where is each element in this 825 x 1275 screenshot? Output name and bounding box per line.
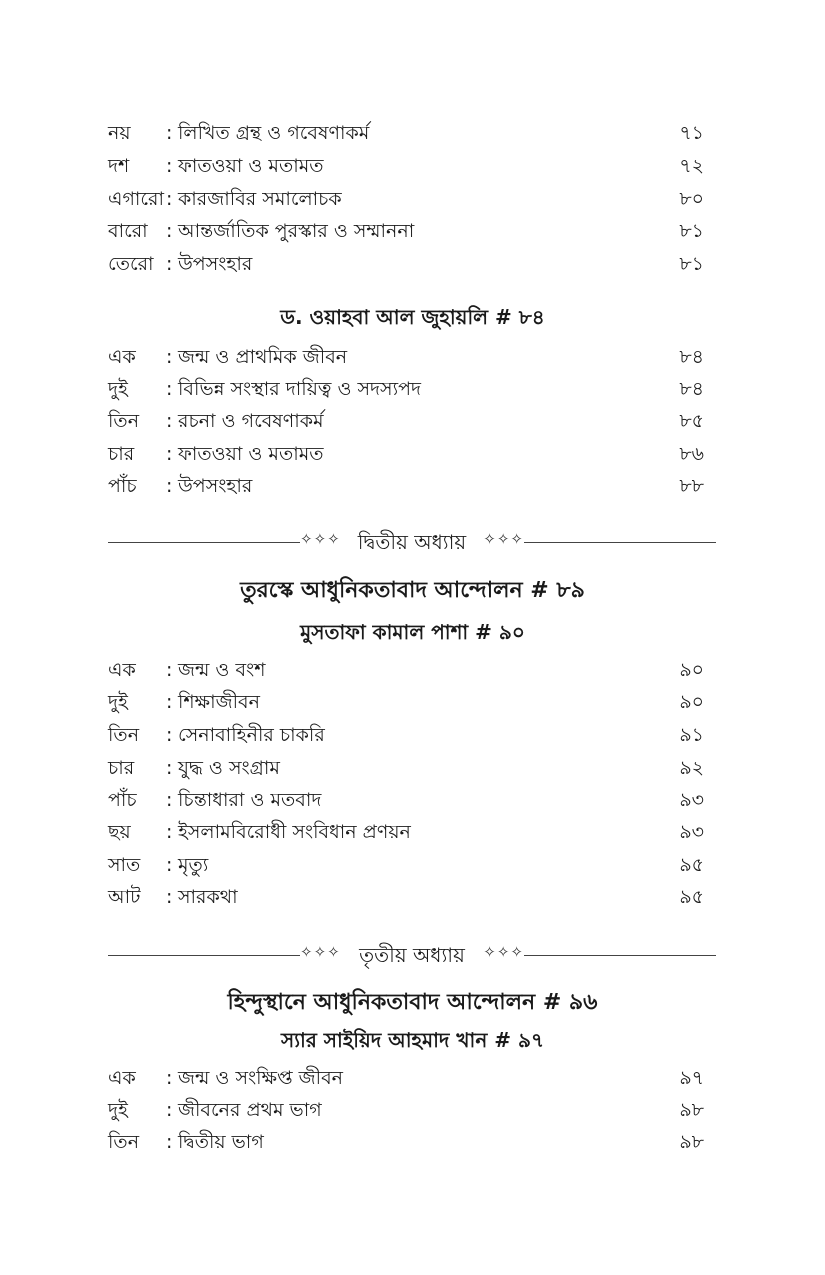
- section-heading: মুসতাফা কামাল পাশা # ৯০: [300, 620, 525, 644]
- toc-entry: [108, 817, 704, 847]
- entry-colon: :: [166, 443, 173, 465]
- toc-entry: [108, 785, 704, 815]
- entry-colon: :: [166, 1067, 173, 1089]
- entry-number: সাত: [108, 854, 141, 876]
- entry-number: তিন: [108, 724, 140, 746]
- toc-entry: [108, 406, 704, 436]
- entry-page: ৮৬: [679, 443, 704, 465]
- entry-page: ৯২: [679, 757, 704, 779]
- chapter-divider: [108, 940, 716, 970]
- chapter-label: তৃতীয় অধ্যায়: [359, 943, 465, 967]
- entry-title: দ্বিতীয় ভাগ: [178, 1131, 264, 1153]
- entry-title: রচনা ও গবেষণাকর্ম: [178, 410, 324, 432]
- toc-entry: [108, 687, 704, 717]
- entry-number: বারো: [108, 220, 148, 242]
- entry-colon: :: [166, 1099, 173, 1121]
- chapter-divider: [108, 527, 716, 557]
- ornament-left-icon: ✧✧✧: [300, 943, 341, 961]
- entry-page: ৯৫: [679, 854, 704, 876]
- toc-entry: [108, 753, 704, 783]
- toc-entry: [108, 882, 704, 912]
- toc-entry: [108, 342, 704, 372]
- entry-colon: :: [166, 475, 173, 497]
- chapter-label: দ্বিতীয় অধ্যায়: [357, 530, 467, 554]
- entry-number: নয়: [108, 122, 131, 144]
- entry-number: তিন: [108, 410, 140, 432]
- chapter-title: হিন্দুস্থানে আধুনিকতাবাদ আন্দোলন # ৯৬: [227, 990, 598, 1015]
- entry-page: ৮০: [679, 188, 704, 210]
- entry-title: বিভিন্ন সংস্থার দায়িত্ব ও সদস্যপদ: [178, 378, 421, 400]
- entry-page: ৯৩: [679, 789, 704, 811]
- entry-colon: :: [166, 122, 173, 144]
- entry-colon: :: [166, 378, 173, 400]
- divider-rule-right: [524, 542, 716, 543]
- entry-page: ৯১: [679, 724, 704, 746]
- entry-number: পাঁচ: [108, 475, 137, 497]
- entry-page: ৮১: [679, 253, 704, 275]
- entry-colon: :: [166, 821, 173, 843]
- entry-number: তেরো: [108, 253, 154, 275]
- entry-page: ৮৫: [679, 410, 704, 432]
- entry-number: দশ: [108, 155, 130, 177]
- toc-entry: [108, 1063, 704, 1093]
- entry-number: এক: [108, 1067, 136, 1089]
- entry-title: জন্ম ও প্রাথমিক জীবন: [178, 346, 348, 368]
- entry-title: আন্তর্জাতিক পুরস্কার ও সম্মাননা: [178, 220, 415, 242]
- entry-page: ৮৮: [679, 475, 704, 497]
- entry-number: পাঁচ: [108, 789, 137, 811]
- entry-colon: :: [166, 188, 173, 210]
- entry-title: জীবনের প্রথম ভাগ: [178, 1099, 322, 1121]
- toc-entry: [108, 118, 704, 148]
- entry-page: ৮৪: [679, 378, 704, 400]
- entry-number: চার: [108, 757, 135, 779]
- toc-entry: [108, 471, 704, 501]
- entry-title: মৃত্যু: [178, 854, 209, 876]
- ornament-right-icon: ✧✧✧: [483, 943, 524, 961]
- entry-colon: :: [166, 789, 173, 811]
- entry-title: উপসংহার: [178, 475, 253, 497]
- toc-entry: [108, 720, 704, 750]
- entry-page: ৯৮: [679, 1131, 704, 1153]
- entry-number: এগারো: [108, 188, 165, 210]
- entry-number: এক: [108, 346, 136, 368]
- entry-page: ৯৫: [679, 886, 704, 908]
- entry-colon: :: [166, 724, 173, 746]
- section-heading: ড. ওয়াহবা আল জুহায়লি # ৮৪: [280, 305, 545, 329]
- ornament-left-icon: ✧✧✧: [300, 530, 341, 548]
- chapter-title: তুরস্কে আধুনিকতাবাদ আন্দোলন # ৮৯: [240, 578, 585, 603]
- entry-number: দুই: [108, 378, 128, 400]
- entry-colon: :: [166, 691, 173, 713]
- entry-title: ফাতওয়া ও মতামত: [178, 155, 324, 177]
- entry-number: দুই: [108, 1099, 128, 1121]
- entry-colon: :: [166, 854, 173, 876]
- ornament-right-icon: ✧✧✧: [483, 530, 524, 548]
- toc-entry: [108, 374, 704, 404]
- entry-number: এক: [108, 659, 136, 681]
- entry-title: শিক্ষাজীবন: [178, 691, 260, 713]
- entry-page: ৯৭: [679, 1067, 704, 1089]
- entry-title: ইসলামবিরোধী সংবিধান প্রণয়ন: [178, 821, 411, 843]
- entry-colon: :: [166, 886, 173, 908]
- entry-page: ৯৮: [679, 1099, 704, 1121]
- entry-title: লিখিত গ্রন্থ ও গবেষণাকর্ম: [178, 122, 370, 144]
- entry-page: ৭১: [679, 122, 704, 144]
- toc-entry: [108, 216, 704, 246]
- section-heading: স্যার সাইয়িদ আহমাদ খান # ৯৭: [281, 1028, 544, 1052]
- toc-entry: [108, 439, 704, 469]
- entry-colon: :: [166, 346, 173, 368]
- entry-number: ছয়: [108, 821, 131, 843]
- entry-title: যুদ্ধ ও সংগ্রাম: [178, 757, 280, 779]
- entry-colon: :: [166, 155, 173, 177]
- toc-entry: [108, 850, 704, 880]
- entry-colon: :: [166, 220, 173, 242]
- entry-number: আট: [108, 886, 141, 908]
- toc-entry: [108, 184, 704, 214]
- entry-page: ৯০: [679, 691, 704, 713]
- entry-number: তিন: [108, 1131, 140, 1153]
- entry-page: ৭২: [679, 155, 704, 177]
- entry-page: ৯০: [679, 659, 704, 681]
- entry-number: দুই: [108, 691, 128, 713]
- toc-entry: [108, 249, 704, 279]
- toc-entry: [108, 1095, 704, 1125]
- entry-page: ৮৪: [679, 346, 704, 368]
- entry-title: কারজাবির সমালোচক: [178, 188, 342, 210]
- toc-entry: [108, 151, 704, 181]
- entry-colon: :: [166, 757, 173, 779]
- entry-title: উপসংহার: [178, 253, 253, 275]
- toc-entry: [108, 655, 704, 685]
- entry-title: ফাতওয়া ও মতামত: [178, 443, 324, 465]
- entry-page: ৯৩: [679, 821, 704, 843]
- entry-colon: :: [166, 1131, 173, 1153]
- entry-title: সারকথা: [178, 886, 238, 908]
- entry-title: জন্ম ও বংশ: [178, 659, 266, 681]
- entry-title: সেনাবাহিনীর চাকরি: [178, 724, 325, 746]
- entry-colon: :: [166, 253, 173, 275]
- entry-colon: :: [166, 410, 173, 432]
- divider-rule-right: [524, 955, 716, 956]
- entry-title: জন্ম ও সংক্ষিপ্ত জীবন: [178, 1067, 344, 1089]
- entry-colon: :: [166, 659, 173, 681]
- entry-page: ৮১: [679, 220, 704, 242]
- entry-number: চার: [108, 443, 135, 465]
- entry-title: চিন্তাধারা ও মতবাদ: [178, 789, 322, 811]
- toc-entry: [108, 1127, 704, 1157]
